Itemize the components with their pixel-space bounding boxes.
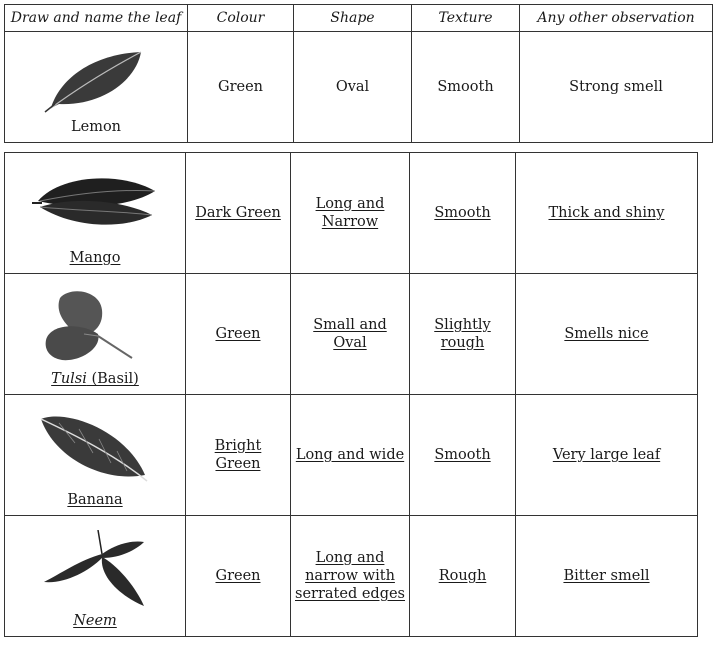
header-leaf: Draw and name the leaf (5, 5, 188, 32)
colour-cell: Dark Green (186, 153, 291, 274)
header-texture: Texture (412, 5, 520, 32)
shape-cell: Long and wide (291, 395, 410, 516)
colour-cell: Bright Green (186, 395, 291, 516)
observation-cell: Strong smell (520, 32, 713, 143)
observation-cell: Very large leaf (516, 395, 698, 516)
mango-leaf-icon (30, 167, 160, 237)
leaf-cell-mango (5, 153, 186, 274)
tulsi-leaf-icon (40, 288, 150, 368)
header-row (5, 5, 713, 32)
lemon-leaf-icon (41, 46, 151, 116)
banana-leaf-icon (35, 409, 155, 487)
table-row (5, 153, 698, 274)
example-row (5, 32, 713, 143)
observation-cell: Thick and shiny (516, 153, 698, 274)
texture-cell: Smooth (410, 395, 516, 516)
observation-table-header (4, 4, 713, 143)
leaf-name: Mango (69, 250, 121, 266)
header-observation: Any other observation (520, 5, 713, 32)
shape-cell: Oval (294, 32, 412, 143)
texture-cell: Slightly rough (410, 274, 516, 395)
leaf-cell-banana (5, 395, 186, 516)
table-row (5, 516, 698, 637)
leaf-cell-neem (5, 516, 186, 637)
texture-cell: Smooth (410, 153, 516, 274)
observation-cell: Bitter smell (516, 516, 698, 637)
leaf-name: Banana (67, 492, 123, 508)
leaf-cell-tulsi (5, 274, 186, 395)
colour-cell: Green (188, 32, 294, 143)
texture-cell: Rough (410, 516, 516, 637)
shape-cell: Long and narrow with serrated edges (291, 516, 410, 637)
leaf-name: Neem (73, 613, 117, 629)
shape-cell: Long and Narrow (291, 153, 410, 274)
observation-cell: Smells nice (516, 274, 698, 395)
table-row (5, 274, 698, 395)
table-row (5, 395, 698, 516)
header-colour: Colour (188, 5, 294, 32)
leaf-cell-lemon (5, 32, 188, 143)
leaf-name: Tulsi (Basil) (51, 371, 139, 387)
observation-table (4, 152, 698, 637)
leaf-name: Lemon (70, 119, 122, 135)
shape-cell: Small and Oval (291, 274, 410, 395)
colour-cell: Green (186, 516, 291, 637)
header-shape: Shape (294, 5, 412, 32)
neem-leaf-icon (40, 530, 150, 610)
colour-cell: Green (186, 274, 291, 395)
texture-cell: Smooth (412, 32, 520, 143)
